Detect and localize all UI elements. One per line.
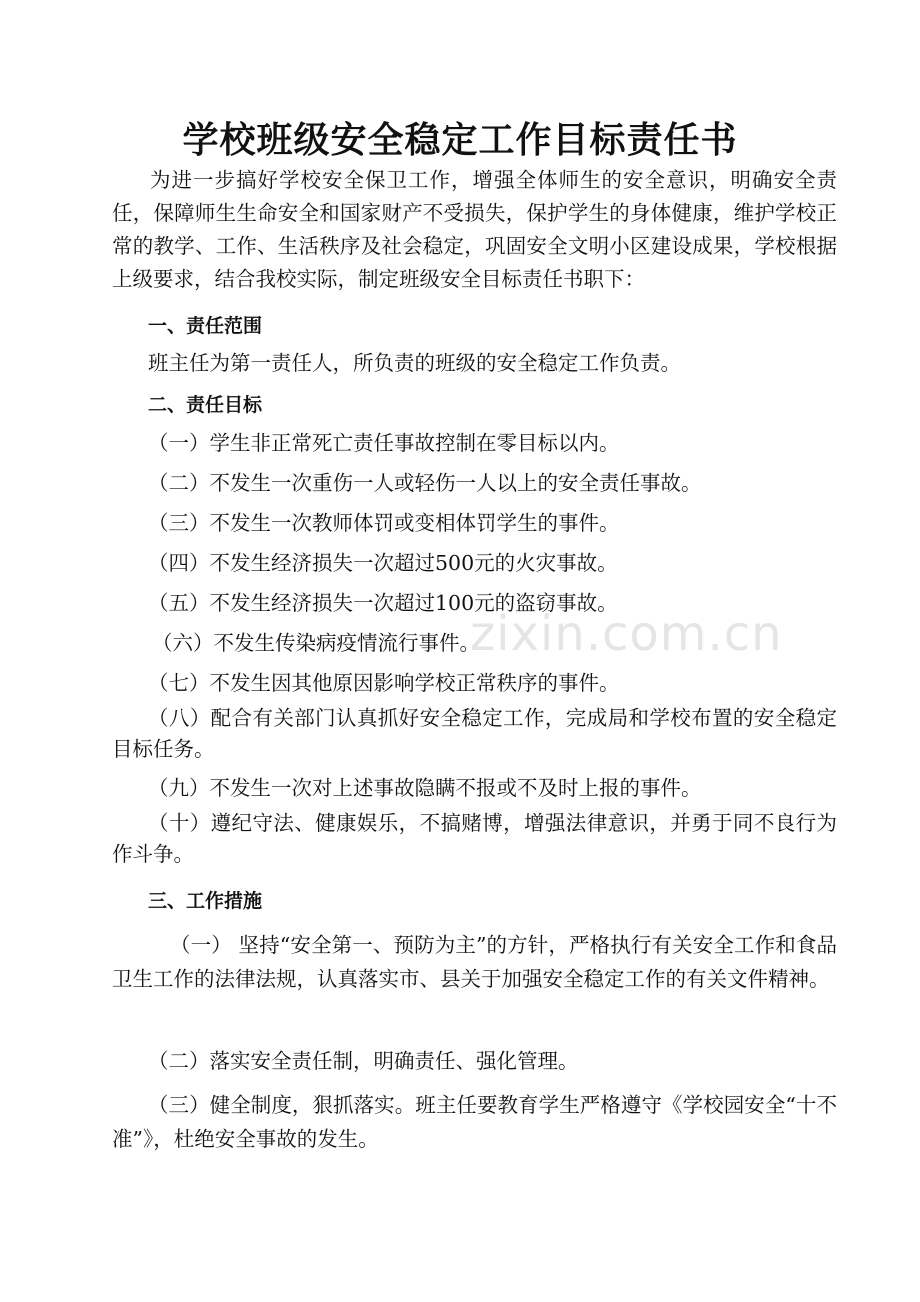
target-item: （十）遵纪守法、健康娱乐，不搞赌博，增强法律意识，并勇于同不良行为作斗争。 <box>112 811 837 866</box>
measure-item: （三）健全制度，狠抓落实。班主任要教育学生严格遵守《学校园安全“十不准”》，杜绝安全事故的发生。 <box>112 1093 837 1151</box>
section-text-responsibility-scope: 班主任为第一责任人，所负责的班级的安全稳定工作负责。 <box>148 351 681 375</box>
target-item: （一）学生非正常死亡责任事故控制在零目标以内。 <box>148 431 620 455</box>
measure-item: （二）落实安全责任制，明确责任、强化管理。 <box>148 1049 579 1073</box>
target-item: （二）不发生一次重伤一人或轻伤一人以上的安全责任事故。 <box>148 471 702 495</box>
document-title: 学校班级安全稳定工作目标责任书 <box>182 119 738 161</box>
target-item: （六）不发生传染病疫情流行事件。 <box>152 631 480 655</box>
section-heading-work-measures: 三、工作措施 <box>148 890 263 912</box>
target-item: （八）配合有关部门认真抓好安全稳定工作，完成局和学校布置的安全稳定目标任务。 <box>112 706 837 761</box>
target-item: （五）不发生经济损失一次超过100元的盗窃事故。 <box>148 591 618 615</box>
target-item: （九）不发生一次对上述事故隐瞒不报或不及时上报的事件。 <box>148 776 702 800</box>
target-item: （四）不发生经济损失一次超过500元的火灾事故。 <box>148 551 618 575</box>
section-heading-responsibility-scope: 一、责任范围 <box>148 315 263 337</box>
measure-item: （一） 坚持“安全第一、预防为主”的方针，严格执行有关安全工作和食品卫生工作的法律法规，认真落实市、县关于加强安全稳定工作的有关文件精神。 <box>112 933 837 991</box>
intro-paragraph: 为进一步搞好学校安全保卫工作，增强全体师生的安全意识，明确安全责任，保障师生生命安全和国家财产不受损失，保护学生的身体健康，维护学校正常的教学、工作、生活秩序及社会稳定，巩固安全文明小区建设成果，学校根据上级要求，结合我校实际，制定班级安全目标责任书职下： <box>112 168 837 291</box>
target-item: （三）不发生一次教师体罚或变相体罚学生的事件。 <box>148 511 620 535</box>
target-item: （七）不发生因其他原因影响学校正常秩序的事件。 <box>148 671 620 695</box>
section-heading-responsibility-targets: 二、责任目标 <box>148 394 263 416</box>
watermark-text: zixin.com.cn <box>470 606 783 662</box>
